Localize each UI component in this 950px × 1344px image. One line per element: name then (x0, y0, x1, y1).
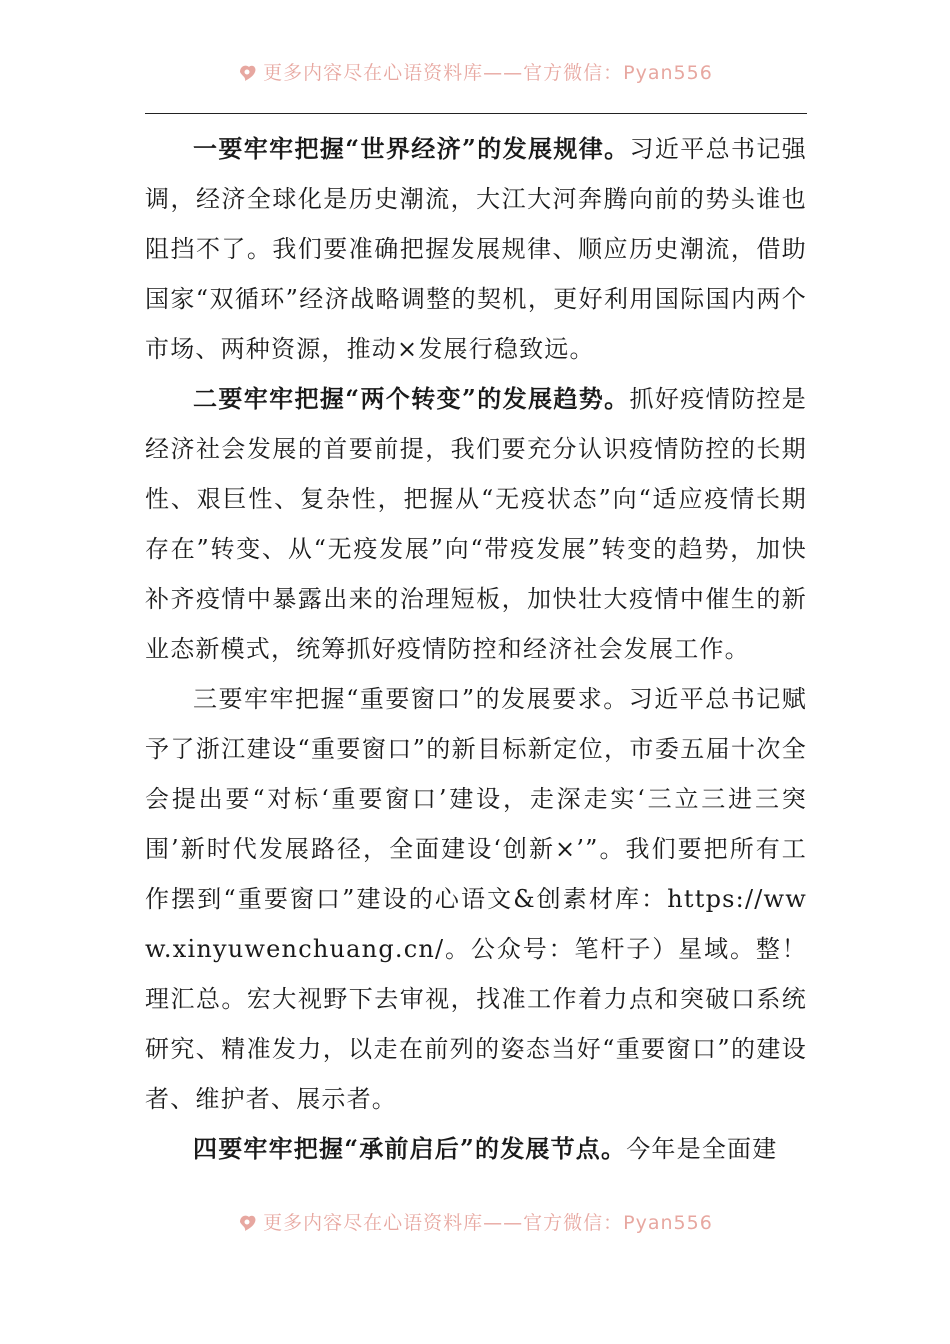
paragraph-2-lead: 二要牢牢把握“两个转变”的发展趋势。 (193, 384, 630, 413)
header-rule (145, 113, 807, 114)
document-body (145, 124, 807, 1174)
paragraph-3 (145, 674, 807, 1124)
watermark-text: 更多内容尽在心语资料库——官方微信：Pyan556 (263, 1212, 713, 1234)
paragraph-2 (145, 374, 807, 674)
header-watermark (0, 58, 950, 85)
watermark-logo-icon (237, 61, 259, 83)
paragraph-4 (145, 1124, 807, 1174)
paragraph-1-lead: 一要牢牢把握“世界经济”的发展规律。 (193, 134, 630, 163)
watermark-logo-icon (237, 1211, 259, 1233)
paragraph-3-body: 三要牢牢把握“重要窗口”的发展要求。习近平总书记赋予了浙江建设“重要窗口”的新目标新定位，市委五届十次全会提出要“对标‘重要窗口’建设，走深走实‘三立三进三突围’新时代发展路径，全面建设‘创新×’”。我们要把所有工作摆到“重要窗口”建设的心语文&创素材库：https://www.xinyuwenchuang.cn/。公众号：笔杆子）星域。整！理汇总。宏大视野下去审视，找准工作着力点和突破口系统研究、精准发力，以走在前列的姿态当好“重要窗口”的建设者、维护者、展示者。 (145, 685, 807, 1113)
watermark-text: 更多内容尽在心语资料库——官方微信：Pyan556 (263, 62, 713, 84)
paragraph-1-body: 习近平总书记强调，经济全球化是历史潮流，大江大河奔腾向前的势头谁也阻挡不了。我们要准确把握发展规律、顺应历史潮流，借助国家“双循环”经济战略调整的契机，更好利用国际国内两个市场、两种资源，推动×发展行稳致远。 (145, 135, 807, 363)
footer-watermark (0, 1208, 950, 1235)
paragraph-2-body: 抓好疫情防控是经济社会发展的首要前提，我们要充分认识疫情防控的长期性、艰巨性、复杂性，把握从“无疫状态”向“适应疫情长期存在”转变、从“无疫发展”向“带疫发展”转变的趋势，加快补齐疫情中暴露出来的治理短板，加快壮大疫情中催生的新业态新模式，统筹抓好疫情防控和经济社会发展工作。 (145, 385, 807, 663)
paragraph-4-body: 今年是全面建 (626, 1135, 778, 1163)
paragraph-1 (145, 124, 807, 374)
paragraph-4-lead: 四要牢牢把握“承前启后”的发展节点。 (193, 1134, 627, 1163)
